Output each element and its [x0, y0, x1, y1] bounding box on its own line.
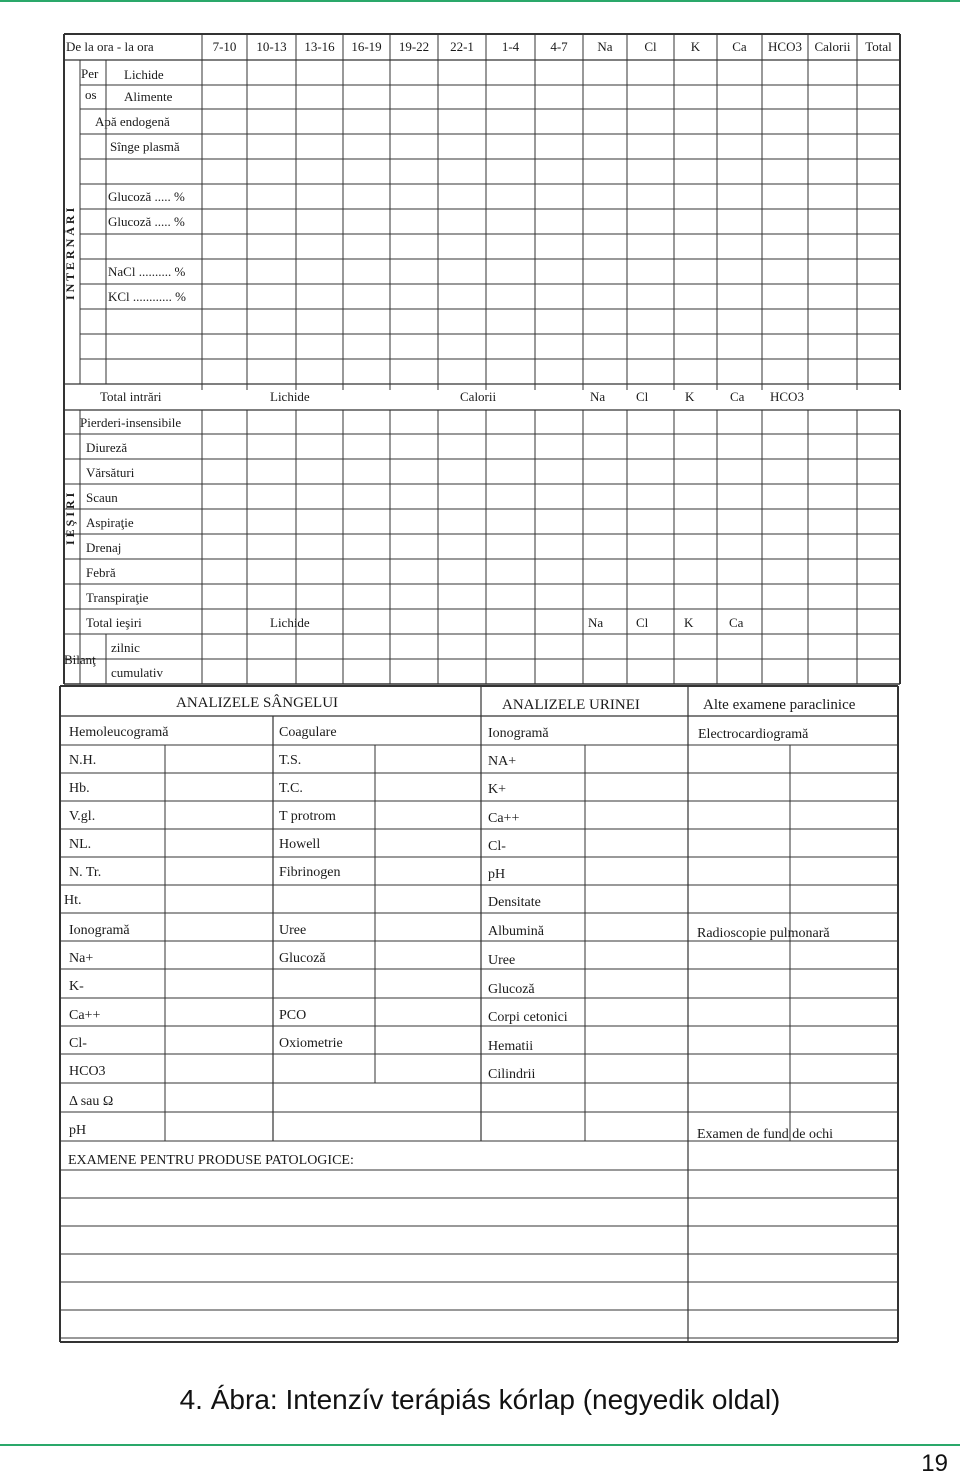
urine-analyses-title: ANALIZELE URINEI [502, 697, 640, 713]
urine-test-label: Ca++ [488, 811, 520, 826]
intake-row-label: Apă endogenă [95, 114, 170, 129]
blood-test-label: Uree [279, 923, 307, 938]
intake-row-label: NaCl .......... % [108, 264, 186, 279]
intake-total-label: Lichide [270, 389, 310, 404]
pathology-exams-label: EXAMENE PENTRU PRODUSE PATOLOGICE: [68, 1153, 354, 1168]
output-total-label: Na [588, 615, 604, 630]
intake-total-label: Na [590, 389, 606, 404]
blood-test-label: T protrom [279, 809, 336, 824]
output-row-label: Diureză [86, 440, 128, 455]
intake-total-label: Total intrări [100, 389, 162, 404]
intake-row-label: KCl ............ % [108, 289, 186, 304]
blood-test-label: HCO3 [69, 1064, 106, 1079]
header-column-label: 10-13 [256, 39, 287, 54]
blood-test-label: Ca++ [69, 1008, 101, 1023]
blood-test-label: K- [69, 979, 84, 994]
intake-row-label: Lichide [124, 67, 164, 82]
urine-test-label: Cl- [488, 839, 506, 854]
other-exams-title: Alte examene paraclinice [703, 697, 856, 713]
header-column-label: 1-4 [501, 39, 520, 54]
paraclinical-exam-label: Examen de fund de ochi [697, 1127, 834, 1142]
blood-test-label: Na+ [69, 951, 94, 966]
header-column-label: Calorii [814, 39, 851, 54]
header-column-label: 22-1 [450, 39, 474, 54]
blood-test-label: Cl- [69, 1036, 87, 1051]
blood-test-label: Oxiometrie [279, 1036, 343, 1051]
blood-test-label: V.gl. [69, 809, 96, 824]
output-row-label: Pierderi-insensibile [80, 415, 182, 430]
blood-test-label: Coagulare [279, 725, 337, 740]
blood-test-label: Howell [279, 837, 321, 852]
urine-test-label: Ionogramă [488, 726, 549, 741]
urine-test-label: Cilindrii [488, 1067, 536, 1082]
header-time-label: De la ora - la ora [66, 39, 154, 54]
intake-row-label: Alimente [124, 89, 173, 104]
paraclinical-exam-label: Radioscopie pulmonară [697, 926, 830, 941]
output-row-label: Drenaj [86, 540, 122, 555]
balance-label: Bilanţ [64, 652, 96, 667]
blood-test-label: Ht. [64, 893, 82, 908]
intake-total-label: Calorii [460, 389, 497, 404]
header-column-label: 4-7 [550, 39, 568, 54]
output-row-label: Febră [86, 565, 116, 580]
blood-test-label: Fibrinogen [279, 865, 341, 880]
header-column-label: Na [597, 39, 613, 54]
header-column-label: 13-16 [304, 39, 335, 54]
output-total-label: Ca [729, 615, 744, 630]
intake-row-label: Glucoză ..... % [108, 214, 185, 229]
urine-test-label: NA+ [488, 754, 517, 769]
per-os-label: os [85, 87, 97, 102]
output-total-label: Lichide [270, 615, 310, 630]
page-number: 19 [921, 1450, 948, 1477]
blood-test-label: N. Tr. [69, 865, 102, 880]
blood-test-label: T.S. [279, 753, 302, 768]
intake-total-label: K [685, 389, 695, 404]
blood-test-label: Ionogramă [69, 923, 130, 938]
blood-test-label: Hemoleucogramă [69, 725, 169, 740]
balance-row-label: cumulativ [111, 665, 163, 680]
intake-row-label: Sînge plasmă [110, 139, 180, 154]
urine-test-label: Densitate [488, 895, 541, 910]
urine-test-label: Albumină [488, 924, 544, 939]
blood-test-label: T.C. [279, 781, 303, 796]
output-row-label: Scaun [86, 490, 118, 505]
output-total-label: Total ieşiri [86, 615, 142, 630]
blood-test-label: pH [69, 1123, 87, 1138]
intake-row-label: Glucoză ..... % [108, 189, 185, 204]
paraclinical-exam-label: Electrocardiogramă [698, 727, 809, 742]
balance-row-label: zilnic [111, 640, 140, 655]
output-row-label: Aspiraţie [86, 515, 134, 530]
header-column-label: Ca [732, 39, 747, 54]
output-total-label: K [684, 615, 694, 630]
blood-test-label: Glucoză [279, 951, 326, 966]
urine-test-label: Uree [488, 953, 516, 968]
blood-analyses-title: ANALIZELE SÂNGELUI [176, 695, 339, 711]
urine-test-label: K+ [488, 782, 507, 797]
urine-test-label: pH [488, 867, 506, 882]
output-row-label: Vărsături [86, 465, 135, 480]
header-column-label: Cl [644, 39, 657, 54]
blood-test-label: N.H. [69, 753, 97, 768]
urine-test-label: Corpi cetonici [488, 1010, 568, 1025]
intake-side-label: I N T E R N Ă R I [63, 207, 77, 300]
urine-test-label: Glucoză [488, 982, 535, 997]
header-column-label: 7-10 [212, 39, 237, 54]
header-column-label: K [690, 39, 701, 54]
blood-test-label: PCO [279, 1008, 307, 1023]
blood-test-label: Δ sau Ω [69, 1094, 114, 1109]
intake-total-label: Ca [730, 389, 745, 404]
output-total-label: Cl [636, 615, 649, 630]
header-column-label: Total [865, 39, 892, 54]
header-column-label: 16-19 [351, 39, 382, 54]
figure-caption: 4. Ábra: Intenzív terápiás kórlap (negyedik oldal) [179, 1384, 781, 1415]
footer-rule [0, 1444, 960, 1446]
output-row-label: Transpiraţie [86, 590, 149, 605]
per-os-label: Per [81, 66, 99, 81]
output-side-label: I E Ş I R I [63, 492, 77, 545]
intake-total-label: Cl [636, 389, 649, 404]
header-column-label: HCO3 [768, 39, 802, 54]
urine-test-label: Hematii [488, 1039, 534, 1054]
header-column-label: 19-22 [398, 39, 430, 54]
blood-test-label: Hb. [69, 781, 90, 796]
intake-total-label: HCO3 [770, 389, 804, 404]
blood-test-label: NL. [69, 837, 92, 852]
